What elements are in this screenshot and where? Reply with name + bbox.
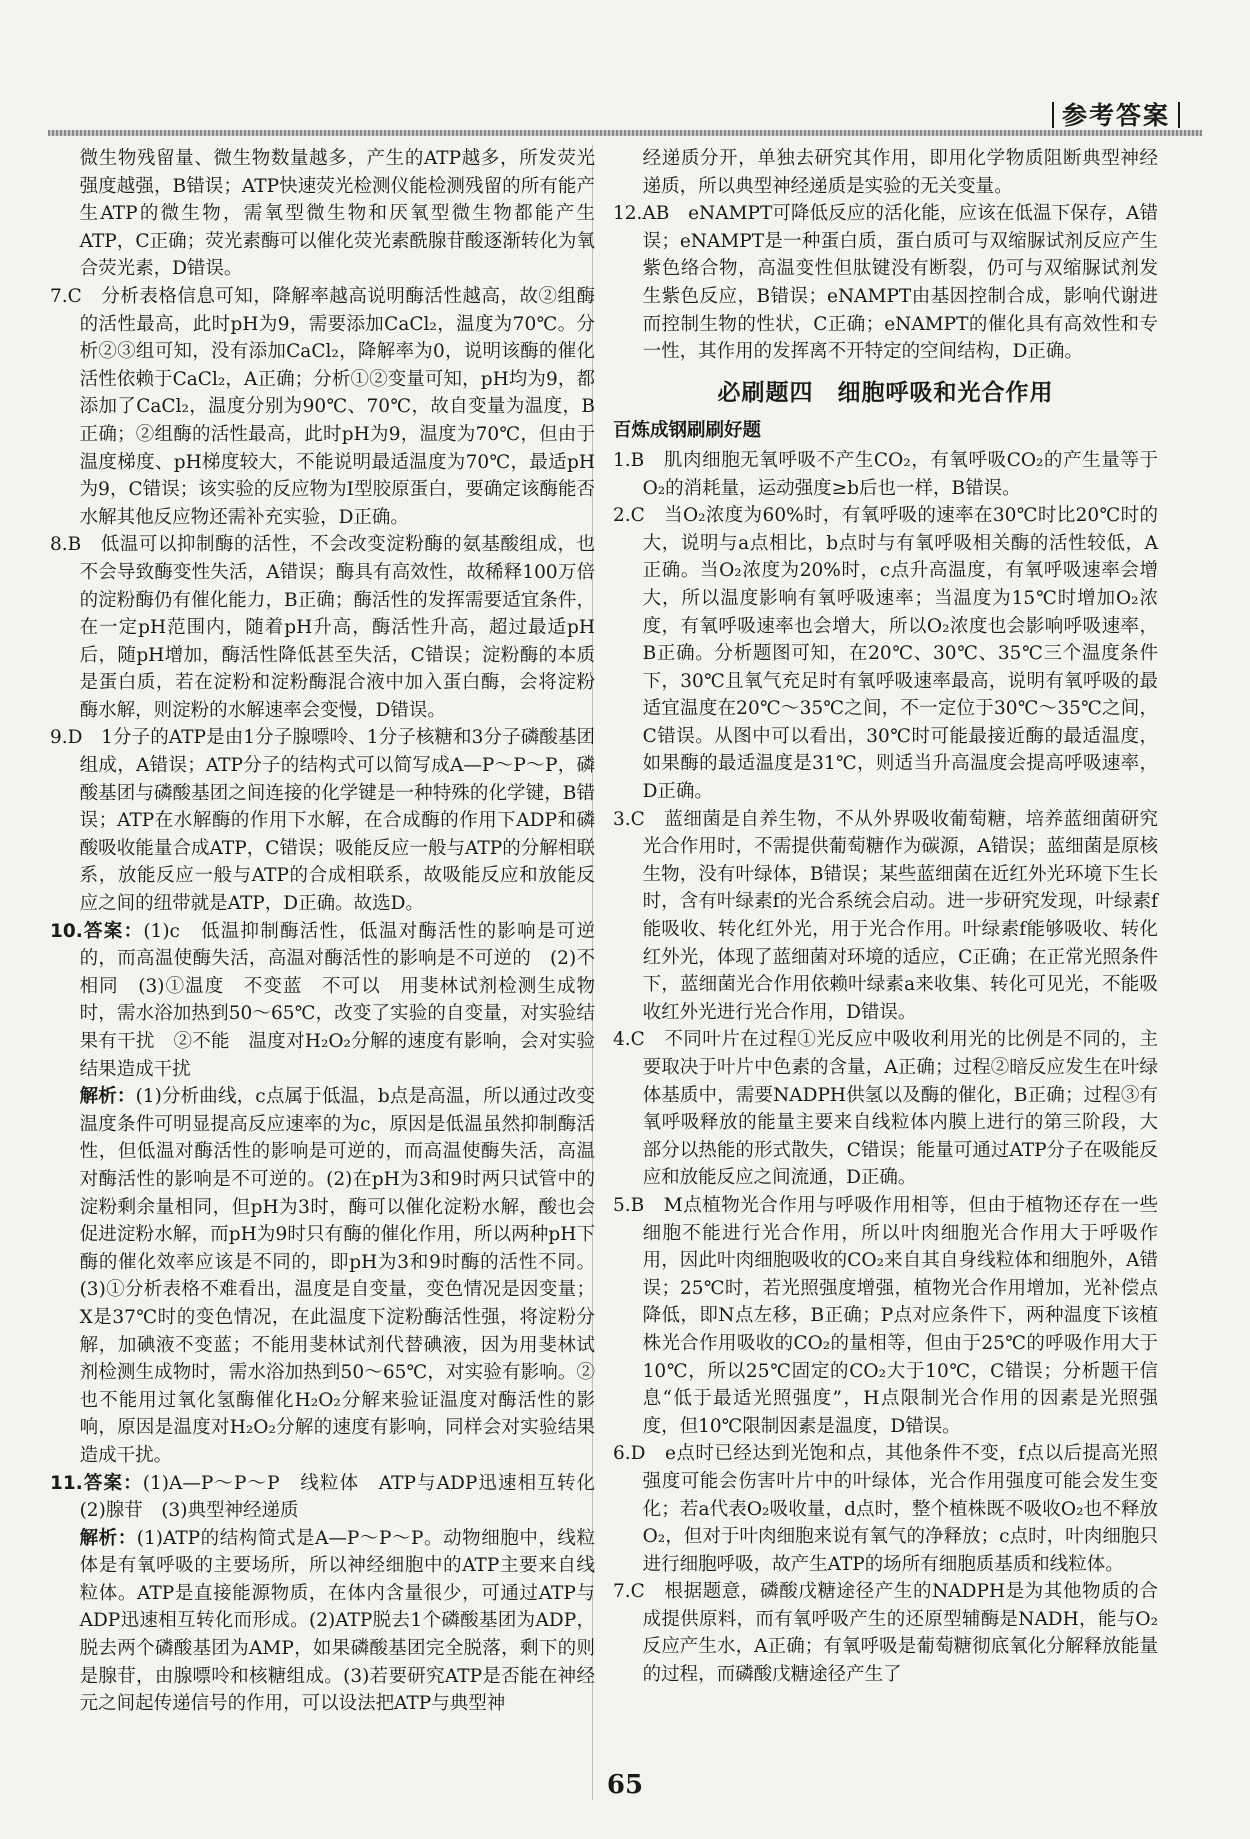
- answer-item: 12.AB eNAMPT可降低反应的活化能，应该在低温下保存，A错误；eNAMPT是一种蛋白质，蛋白质可与双缩脲试剂反应产生紫色络合物，高温变性但肽键没有断裂，仍可与双缩脲试剂发生紫色反应，B错误；eNAMPT由基因控制合成，影响代谢进而控制生物的性状，C正确；eNAMPT的催化具有高效性和专一性，其作用的发挥离不开特定的空间结构，D正确。: [613, 203, 1158, 363]
- analysis-label: 解析：: [79, 1086, 136, 1108]
- left-column: [50, 145, 614, 1718]
- answer-item: 5.B M点植物光合作用与呼吸作用相等，但由于植物还存在一些细胞不能进行光合作用，所以叶肉细胞光合作用大于呼吸作用，因此叶肉细胞吸收的CO₂来自其自身线粒体和细胞外，A错误；25℃时，若光照强度增强，植物光合作用增加，光补偿点降低，即N点左移，B正确；P点对应条件下，两种温度下该植株光合作用吸收的CO₂的量相等，但由于25℃的呼吸作用大于10℃，所以25℃固定的CO₂大于10℃，C错误；分析题干信息“低于最适光照强度”，H点限制光合作用的因素是光照强度，但10℃限制因素是温度，D错误。: [613, 1194, 1158, 1437]
- right-column-bottom: [613, 447, 1158, 1689]
- answer-item: 7.C 根据题意，磷酸戊糖途径产生的NADPH是为其他物质的合成提供原料，而有氧呼吸产生的还原型辅酶是NADH，能与O₂反应产生水，A正确；有氧呼吸是葡萄糖彻底氧化分解释放能量的过程，而磷酸戊糖途径产生了: [613, 1581, 1158, 1686]
- analysis-block: [50, 1083, 595, 1469]
- right-column: [613, 145, 1158, 1689]
- continued-text: 经递质分开，单独去研究其作用，即用化学物质阻断典型神经递质，所以典型神经递质是实验的无关变量。: [642, 148, 1158, 197]
- analysis-text: (1)分析曲线，c点属于低温，b点是高温，所以通过改变温度条件可明显提高反应速率的为c，原因是低温虽然抑制酶活性，但低温对酶活性的影响是可逆的，而高温使酶失活，高温对酶活性的影响是不可逆的。(2)在pH为3和9时两只试管中的淀粉剩余量相同，但pH为3时，酶可以催化淀粉水解，酸也会促进淀粉水解，而pH为9时只有酶的催化作用，所以两种pH下酶的催化效率应该是不同的，即pH为3和9时酶的活性不同。(3)①分析表格不难看出，温度是自变量，变色情况是因变量；X是37℃时的变色情况，在此温度下淀粉酶活性强，将淀粉分解，加碘液不变蓝；不能用斐林试剂代替碘液，因为用斐林试剂检测生成物时，需水浴加热到50～65℃，对实验有影响。②也不能用过氧化氢酶催化H₂O₂分解来验证温度对酶活性的影响，原因是温度对H₂O₂分解的速度有影响，同样会对实验结果造成干扰。: [79, 1086, 595, 1466]
- answer-item: 7.C 分析表格信息可知，降解率越高说明酶活性越高，故②组酶的活性最高，此时pH为9，需要添加CaCl₂，温度为70℃。分析②③组可知，没有添加CaCl₂，降解率为0，说明该酶的催化活性依赖于CaCl₂，A正确；分析①②变量可知，pH均为9，都添加了CaCl₂，温度分别为90℃、70℃，故自变量为温度，B正确；②组酶的活性最高，此时pH为9，温度为70℃，但由于温度梯度、pH梯度较大，不能说明最适温度为70℃，最适pH为9，C错误；该实验的反应物为Ⅰ型胶原蛋白，要确定该酶能否水解其他反应物还需补充实验，D正确。: [50, 285, 595, 528]
- answer-label: 答案：: [82, 1472, 143, 1494]
- section-title: 必刷题四 细胞呼吸和光合作用: [717, 379, 1054, 406]
- header-rule: [48, 130, 1202, 136]
- analysis-text: (1)ATP的结构简式是A—P～P～P。动物细胞中，线粒体是有氧呼吸的主要场所，所以神经细胞中的ATP主要来自线粒体。ATP是直接能源物质，在体内含量很少，可通过ATP与ADP迅速相互转化而形成。(2)ATP脱去1个磷酸基团为ADP，脱去两个磷酸基团为AMP，如果磷酸基团完全脱落，剩下的则是腺苷，由腺嘌呤和核糖组成。(3)若要研究ATP是否能在神经元之间起传递信号的作用，可以设法把ATP与典型神: [79, 1527, 595, 1715]
- analysis-label: 解析：: [79, 1527, 137, 1549]
- answer-item: 3.C 蓝细菌是自养生物，不从外界吸收葡萄糖，培养蓝细菌研究光合作用时，不需提供葡萄糖作为碳源，A错误；蓝细菌是原核生物，没有叶绿体，B错误；某些蓝细菌在近红外光环境下生长时，含有叶绿素f的光合系统会启动。进一步研究发现，叶绿素f能吸收、转化红外光，用于光合作用。叶绿素f能够吸收、转化红外光，体现了蓝细菌对环境的适应，C正确；在正常光照条件下，蓝细菌光合作用依赖叶绿素a来收集、转化可见光，不能吸收红外光进行光合作用，D错误。: [613, 808, 1158, 1023]
- item-number: 10.: [50, 920, 83, 942]
- right-column-top: [613, 145, 1158, 366]
- answer-item: 8.B 低温可以抑制酶的活性，不会改变淀粉酶的氨基酸组成，也不会导致酶变性失活，A错误；酶具有高效性，故稀释100万倍的淀粉酶仍有催化能力，B正确；酶活性的发挥需要适宜条件，在一定pH范围内，随着pH升高，酶活性升高，超过最适pH后，随pH增加，酶活性降低甚至失活，C错误；淀粉酶的本质是蛋白质，若在淀粉和淀粉酶混合液中加入蛋白酶，会将淀粉酶水解，则淀粉的水解速率会变慢，D错误。: [50, 534, 595, 721]
- item-number: 11.: [50, 1472, 83, 1494]
- answer-item: 1.B 肌肉细胞无氧呼吸不产生CO₂，有氧呼吸CO₂的产生量等于O₂的消耗量，运动强度≥b后也一样，B错误。: [613, 449, 1158, 499]
- subsection-title: 百炼成钢刷刷好题: [613, 420, 762, 442]
- answer-text: (1)c 低温抑制酶活性，低温对酶活性的影响是可逆的，而高温使酶失活，高温对酶活性的影响是不可逆的 (2)不相同 (3)①温度 不变蓝 不可以 用斐林试剂检测生成物时，需水浴加热到50～65℃，改变了实验的自变量，对实验结果有干扰 ②不能 温度对H₂O₂分解的速度有影响，会对实验结果造成干扰: [79, 920, 595, 1080]
- answer-item: 2.C 当O₂浓度为60%时，有氧呼吸的速率在30℃时比20℃时的大，说明与a点相比，b点时与有氧呼吸相关酶的活性较低，A正确。当O₂浓度为20%时，c点升高温度，有氧呼吸速率会增大，所以温度影响有氧呼吸速率；当温度为15℃时增加O₂浓度，有氧呼吸速率也会增大，所以O₂浓度也会影响呼吸速率，B正确。分析题图可知，在20℃、30℃、35℃三个温度条件下，30℃且氧气充足时有氧呼吸速率最高，说明有氧呼吸的最适宜温度在20℃～35℃之间，不一定位于30℃～35℃之间，C错误。从图中可以看出，30℃时可能最接近酶的最适温度，如果酶的最适温度是31℃，则适当升高温度会提高呼吸速率，D正确。: [613, 505, 1158, 803]
- page-number: 65: [606, 1770, 644, 1800]
- answer-item: 4.C 不同叶片在过程①光反应中吸收利用光的比例是不同的，主要取决于叶片中色素的含量，A正确；过程②暗反应发生在叶绿体基质中，需要NADPH供氢以及酶的催化，B正确；过程③有氧呼吸释放的能量主要来自线粒体内膜上进行的第三阶段，大部分以热能的形式散失，C错误；能量可通过ATP分子在吸能反应和放能反应之间流通，D正确。: [613, 1029, 1158, 1189]
- answer-item: 6.D e点时已经达到光饱和点，其他条件不变，f点以后提高光照强度可能会伤害叶片中的叶绿体，光合作用强度可能会发生变化；若a代表O₂吸收量，d点时，整个植株既不吸收O₂也不释放O₂，但对于叶肉细胞来说有氧气的净释放；c点时，叶肉细胞只进行细胞呼吸，故产生ATP的场所有细胞质基质和线粒体。: [613, 1443, 1158, 1575]
- analysis-block: [50, 1525, 595, 1718]
- answer-text: (1)A—P～P～P 线粒体 ATP与ADP迅速相互转化 (2)腺苷 (3)典型神经递质: [79, 1472, 614, 1522]
- answer-block: [50, 918, 595, 1084]
- answer-item: 9.D 1分子的ATP是由1分子腺嘌呤、1分子核糖和3分子磷酸基团组成，A错误；ATP分子的结构式可以简写成A—P～P～P，磷酸基团与磷酸基团之间连接的化学键是一种特殊的化学键，B错误；ATP在水解酶的作用下水解，在合成酶的作用下ADP和磷酸吸收能量合成ATP，C错误；吸能反应一般与ATP的分解相联系，放能反应一般与ATP的合成相联系，故吸能反应和放能反应之间的纽带就是ATP，D正确。故选D。: [50, 727, 595, 915]
- continued-text: 微生物残留量、微生物数量越多，产生的ATP越多，所发荧光强度越强，B错误；ATP快速荧光检测仪能检测残留的所有能产生ATP的微生物，需氧型微生物和厌氧型微生物都能产生ATP，C正确；荧光素酶可以催化荧光素酰腺苷酸逐渐转化为氧合荧光素，D错误。: [79, 148, 595, 280]
- answer-label: 答案：: [82, 920, 144, 942]
- header-label: 参考答案: [1044, 96, 1188, 132]
- answer-block: [50, 1470, 614, 1525]
